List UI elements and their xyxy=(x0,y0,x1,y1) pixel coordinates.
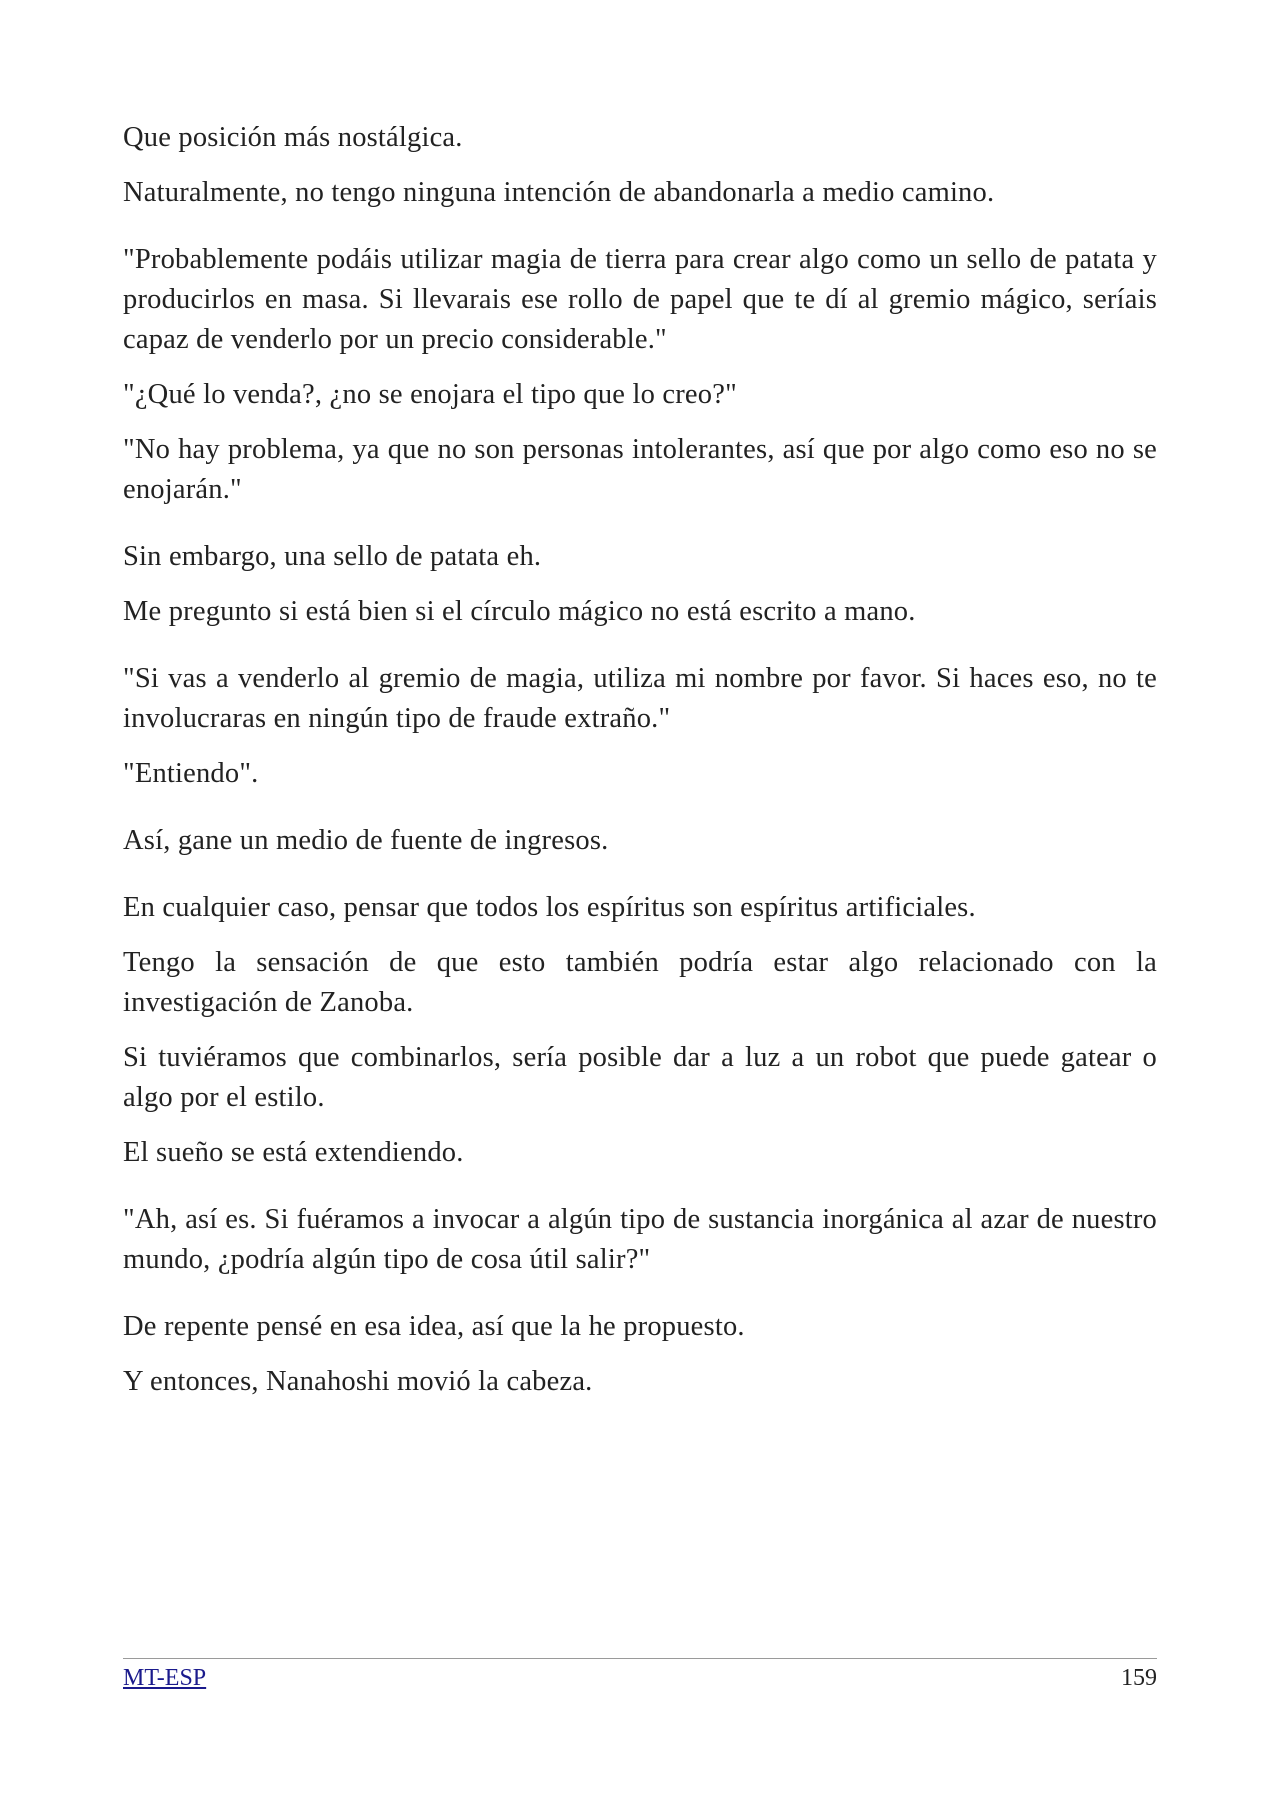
paragraph-17: Y entonces, Nanahoshi movió la cabeza. xyxy=(123,1366,593,1397)
paragraph-7: Me pregunto si está bien si el círculo mágico no está escrito a mano. xyxy=(123,596,916,627)
paragraph-13: Si tuviéramos que combinarlos, sería posible dar a luz a un robot que puede gatear o algo por el estilo. xyxy=(123,1042,1157,1113)
paragraph-11: En cualquier caso, pensar que todos los espíritus son espíritus artificiales. xyxy=(123,892,976,923)
footer-link[interactable]: MT-ESP xyxy=(123,1665,207,1691)
paragraph-8: "Si vas a venderlo al gremio de magia, utiliza mi nombre por favor. Si haces eso, no te involucraras en ningún tipo de fraude extraño." xyxy=(123,663,1157,734)
paragraph-9: "Entiendo". xyxy=(123,758,259,789)
paragraph-10: Así, gane un medio de fuente de ingresos. xyxy=(123,825,609,856)
paragraph-1: Que posición más nostálgica. xyxy=(123,122,463,153)
page-body xyxy=(123,118,1157,1417)
paragraph-3: "Probablemente podáis utilizar magia de tierra para crear algo como un sello de patata y producirlos en masa. Si llevarais ese rollo de papel que te dí al gremio mágico, seríais capaz de venderlo por un precio considerable." xyxy=(123,244,1157,355)
paragraph-15: "Ah, así es. Si fuéramos a invocar a algún tipo de sustancia inorgánica al azar de nuestro mundo, ¿podría algún tipo de cosa útil salir?" xyxy=(123,1204,1157,1275)
paragraph-2: Naturalmente, no tengo ninguna intención de abandonarla a medio camino. xyxy=(123,177,995,208)
paragraph-14: El sueño se está extendiendo. xyxy=(123,1137,464,1168)
page-number: 159 xyxy=(1121,1665,1157,1691)
paragraph-4: "¿Qué lo venda?, ¿no se enojara el tipo que lo creo?" xyxy=(123,379,737,410)
paragraph-5: "No hay problema, ya que no son personas intolerantes, así que por algo como eso no se enojarán." xyxy=(123,434,1157,505)
paragraph-12: Tengo la sensación de que esto también podría estar algo relacionado con la investigación de Zanoba. xyxy=(123,947,1157,1018)
page-footer xyxy=(123,1658,1157,1693)
paragraph-16: De repente pensé en esa idea, así que la he propuesto. xyxy=(123,1311,745,1342)
paragraph-6: Sin embargo, una sello de patata eh. xyxy=(123,541,542,572)
